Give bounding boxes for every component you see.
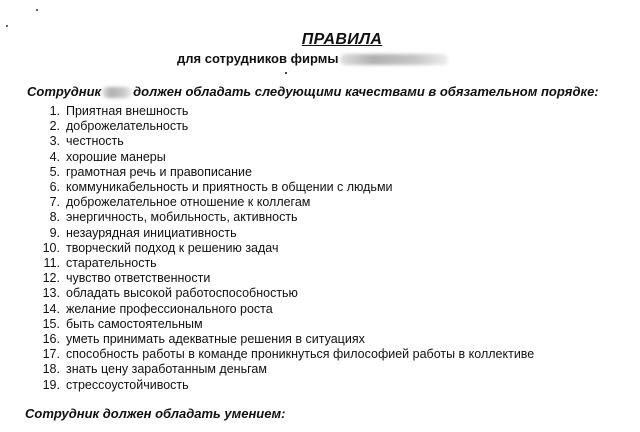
- list-item-number: 5.: [49, 164, 60, 179]
- list-item-text: желание профессионального роста: [66, 301, 273, 316]
- scan-speck: [6, 25, 8, 27]
- list-item-number: 7.: [49, 195, 60, 210]
- list-item-number: 13.: [42, 286, 60, 301]
- list-item-text: знать цену заработанным деньгам: [66, 362, 267, 377]
- list-item-text: Приятная внешность: [66, 104, 189, 118]
- list-item: [18, 210, 534, 225]
- redacted-company-name: [340, 54, 448, 65]
- redacted-name: [102, 87, 132, 98]
- document-subtitle: [177, 51, 448, 66]
- list-item-number: 3.: [49, 134, 60, 149]
- list-item: [18, 195, 534, 210]
- list-item-number: 2.: [49, 119, 60, 134]
- list-item: [18, 165, 534, 180]
- qualities-list: [18, 104, 534, 393]
- qualities-intro: [27, 84, 599, 99]
- list-item-number: 10.: [42, 240, 60, 255]
- list-item-number: 9.: [49, 225, 60, 240]
- scan-speck: [36, 9, 38, 11]
- intro-text-end: должен обладать следующими качествами в обязательном порядке:: [133, 84, 599, 99]
- list-item-text: обладать высокой работоспособностью: [66, 286, 298, 301]
- list-item: [18, 150, 534, 165]
- list-item: [18, 332, 534, 347]
- list-item-number: 6.: [49, 180, 60, 195]
- list-item-text: чувство ответственности: [66, 271, 211, 286]
- list-item: [18, 347, 534, 362]
- list-item-text: уметь принимать адекватные решения в ситуациях: [66, 332, 365, 347]
- list-item: [18, 104, 534, 119]
- list-item-number: 15.: [42, 316, 60, 331]
- list-item-number: 14.: [42, 301, 60, 316]
- list-item-text: незаурядная инициативность: [66, 225, 237, 240]
- list-item: [18, 256, 534, 271]
- list-item: [18, 302, 534, 317]
- skills-heading: Сотрудник должен обладать умением:: [25, 406, 286, 421]
- list-item-text: честность: [66, 134, 124, 149]
- list-item-text: доброжелательность: [66, 119, 189, 134]
- list-item: [18, 241, 534, 256]
- list-item-text: коммуникабельность и приятность в общении с людьми: [66, 180, 393, 195]
- subtitle-text: для сотрудников фирмы: [177, 51, 339, 66]
- list-item-number: 19.: [42, 377, 60, 392]
- list-item-number: 8.: [49, 210, 60, 225]
- list-item-number: 11.: [43, 256, 60, 271]
- list-item: [18, 317, 534, 332]
- list-item-text: хорошие манеры: [66, 149, 166, 164]
- list-item: [18, 119, 534, 134]
- list-item: [18, 286, 534, 301]
- list-item: [18, 226, 534, 241]
- list-item-text: стрессоустойчивость: [66, 377, 189, 392]
- list-item: [18, 271, 534, 286]
- list-item-text: старательность: [66, 256, 157, 271]
- list-item-number: 4.: [49, 149, 60, 164]
- list-item: [18, 180, 534, 195]
- list-item-number: 18.: [42, 362, 60, 377]
- list-item-number: 16.: [42, 332, 60, 347]
- list-item-number: 12.: [42, 271, 60, 286]
- list-item-number: 17.: [42, 347, 60, 362]
- list-item-text: доброжелательное отношение к коллегам: [66, 195, 311, 210]
- document-title: ПРАВИЛА: [301, 31, 383, 48]
- list-item-text: способность работы в команде проникнуться философией работы в коллективе: [66, 347, 535, 362]
- list-item-number: 1.: [49, 104, 60, 118]
- list-item-text: энергичность, мобильность, активность: [66, 210, 298, 225]
- list-item-text: творческий подход к решению задач: [66, 240, 279, 255]
- scan-speck: [285, 72, 287, 74]
- list-item-text: грамотная речь и правописание: [66, 164, 252, 179]
- list-item-text: быть самостоятельным: [66, 316, 203, 331]
- list-item: [18, 378, 534, 393]
- list-item: [18, 134, 534, 149]
- intro-text-start: Сотрудник: [27, 84, 102, 99]
- list-item: [18, 362, 534, 377]
